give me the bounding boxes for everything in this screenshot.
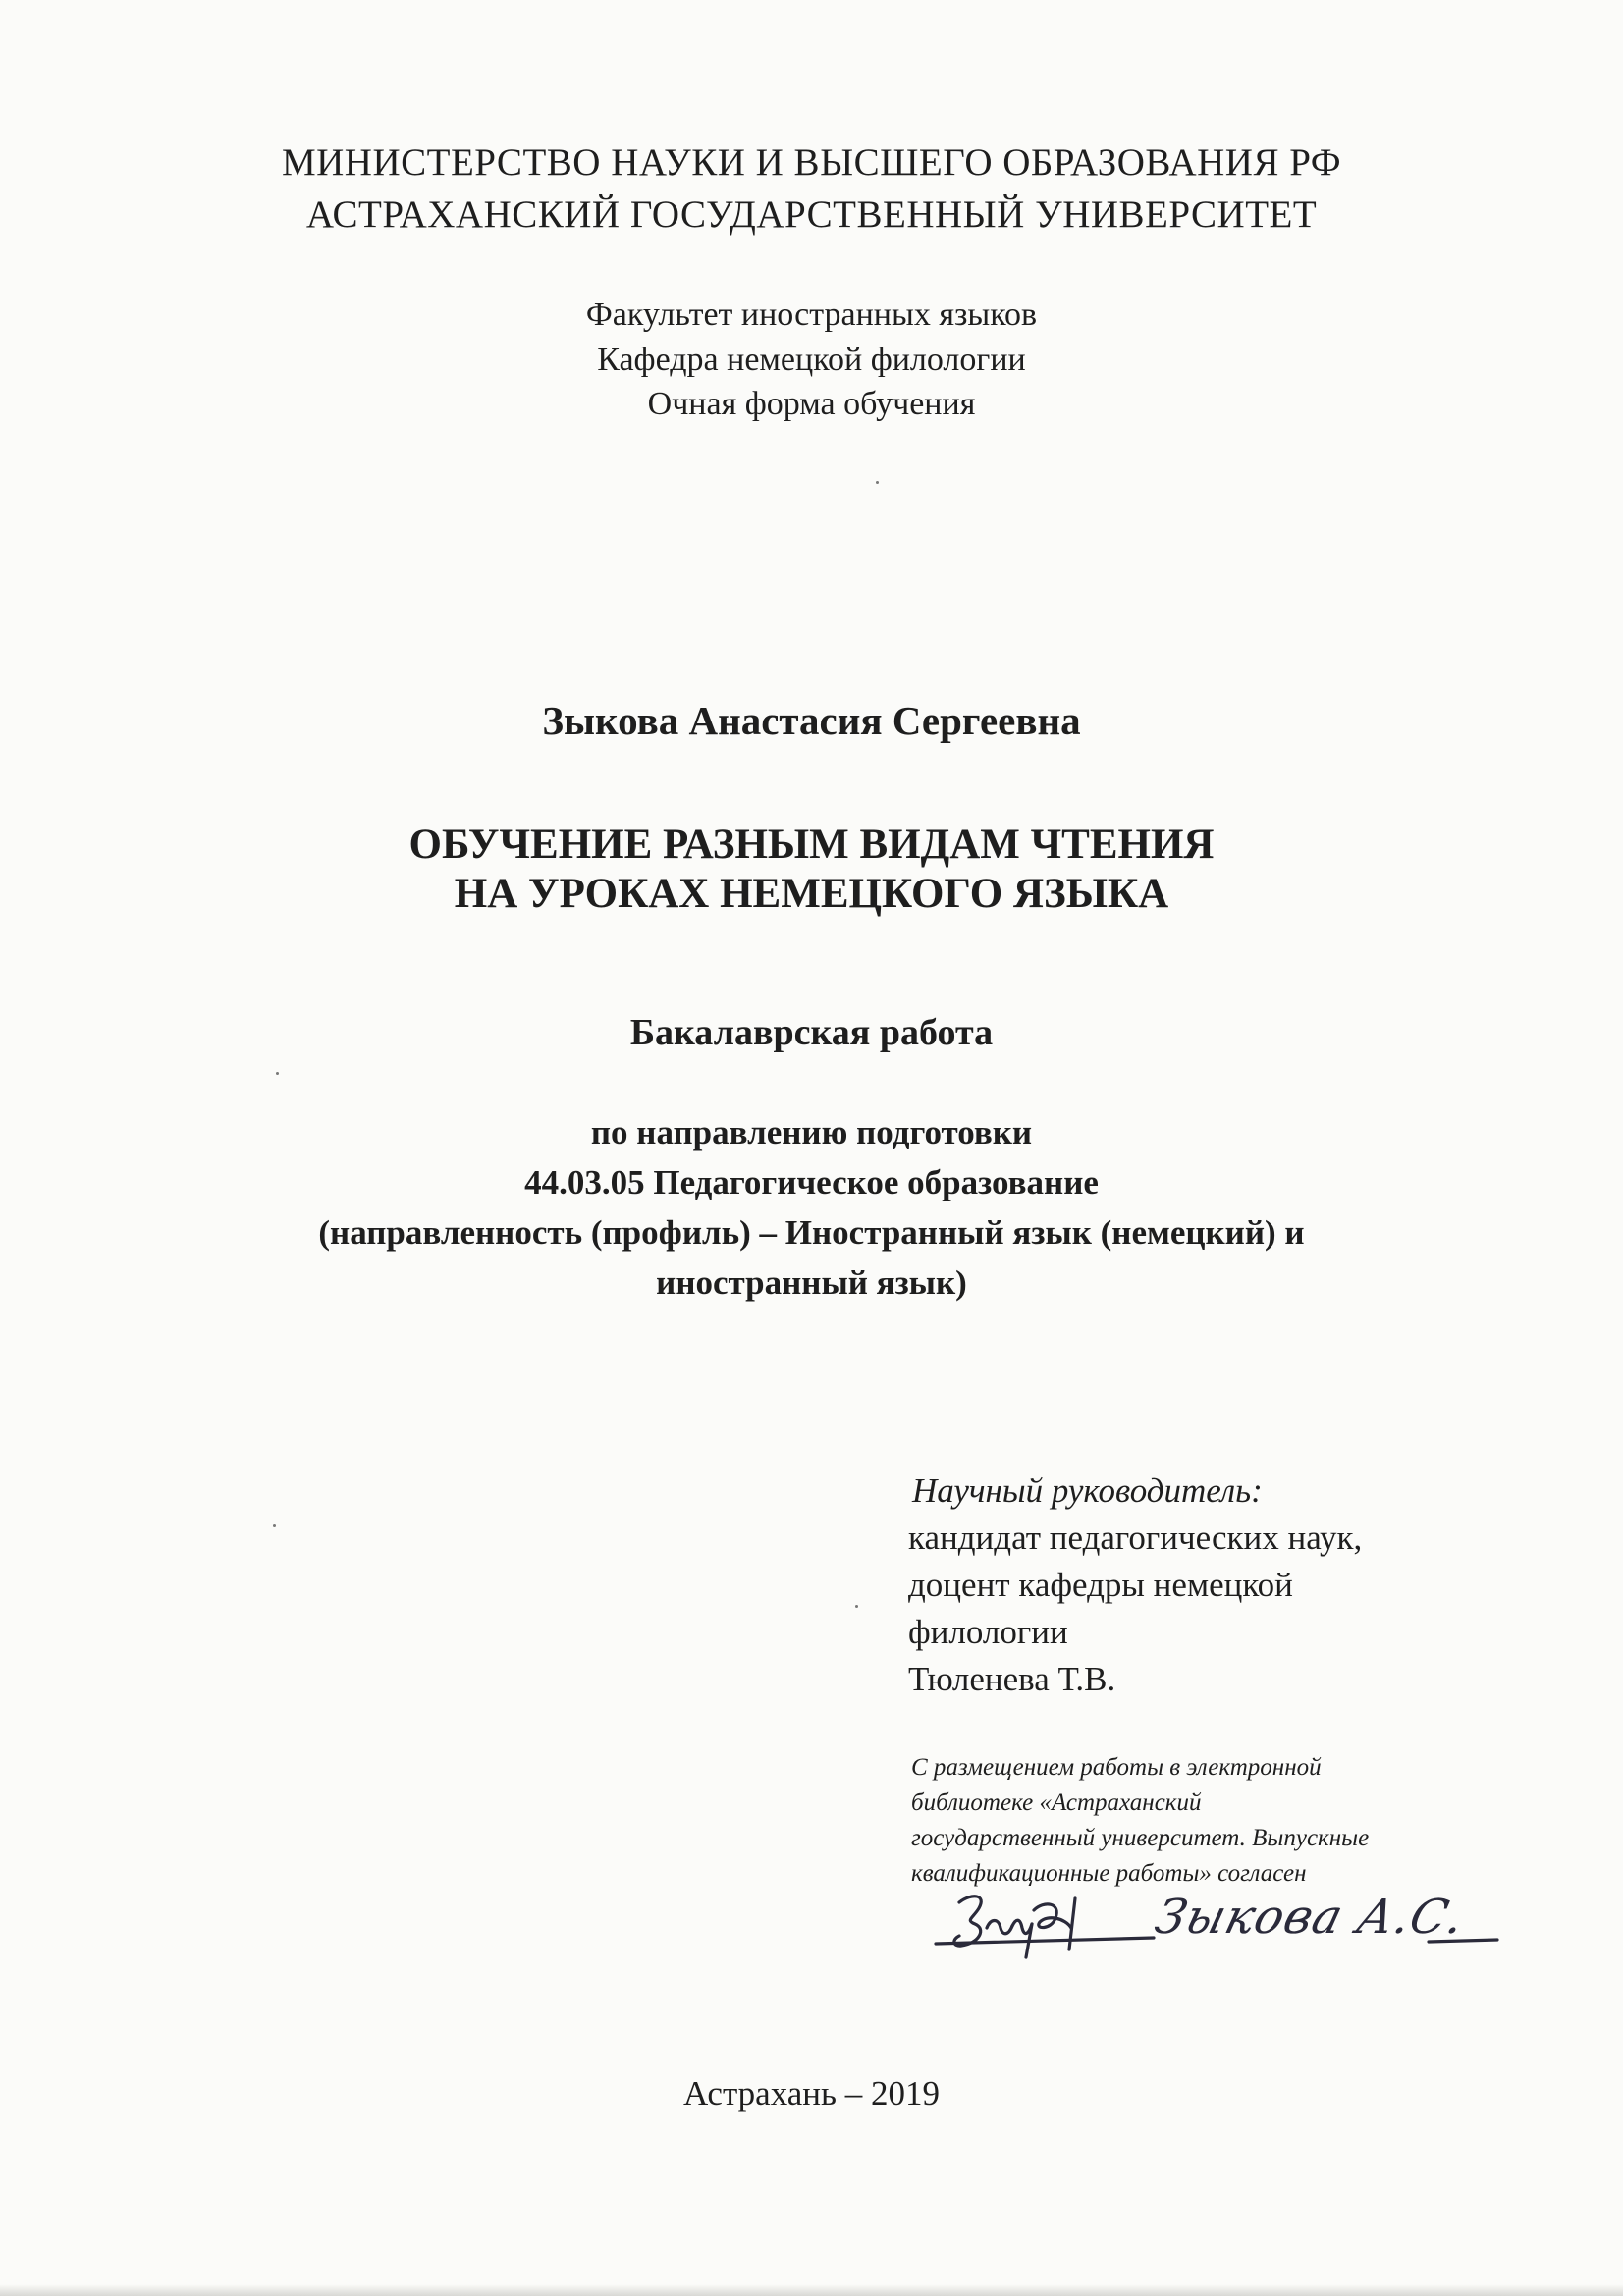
consent-statement xyxy=(911,1750,1520,1892)
scan-dust xyxy=(876,481,879,484)
signature-name-handwritten: Зыкова А.С. xyxy=(1150,1890,1471,1945)
city-year: Астрахань – 2019 xyxy=(683,2074,940,2112)
consent-line-3: государственный университет. Выпускные xyxy=(911,1825,1370,1851)
supervisor-name: Тюленева Т.В. xyxy=(908,1660,1116,1698)
direction-line-1: по направлению подготовки xyxy=(590,1113,1033,1151)
ministry-name: МИНИСТЕРСТВО НАУКИ И ВЫСШЕГО ОБРАЗОВАНИЯ РФ xyxy=(281,141,1342,184)
thesis-title-line-1: ОБУЧЕНИЕ РАЗНЫМ ВИДАМ ЧТЕНИЯ xyxy=(408,822,1215,868)
scan-dust xyxy=(273,1524,276,1527)
supervisor-position: доцент кафедры немецкой xyxy=(908,1566,1293,1604)
author-name: Зыкова Анастасия Сергеевна xyxy=(542,698,1081,743)
direction-line-4: иностранный язык) xyxy=(656,1263,967,1302)
thesis-title-line-2: НА УРОКАХ НЕМЕЦКОГО ЯЗЫКА xyxy=(454,871,1169,917)
supervisor-degree: кандидат педагогических наук, xyxy=(908,1519,1363,1557)
direction-line-2: 44.03.05 Педагогическое образование xyxy=(524,1163,1099,1201)
direction-line-3: (направленность (профиль) – Иностранный язык (немецкий) и xyxy=(318,1213,1305,1252)
scan-dust xyxy=(276,1072,279,1075)
supervisor-position-cont: филологии xyxy=(908,1613,1068,1651)
scan-dust xyxy=(855,1605,858,1608)
consent-line-2: библиотеке «Астраханский xyxy=(911,1789,1202,1816)
work-type: Бакалаврская работа xyxy=(629,1012,994,1053)
supervisor-block xyxy=(908,1468,1517,1703)
university-name: АСТРАХАНСКИЙ ГОСУДАРСТВЕННЫЙ УНИВЕРСИТЕТ xyxy=(305,193,1318,236)
supervisor-heading: Научный руководитель: xyxy=(912,1471,1263,1510)
scan-bottom-edge xyxy=(0,2284,1623,2296)
study-form: Очная форма обучения xyxy=(647,386,976,422)
consent-line-1: С размещением работы в электронной xyxy=(911,1754,1322,1781)
department-name: Кафедра немецкой филологии xyxy=(597,342,1026,378)
consent-line-4: квалификационные работы» согласен xyxy=(911,1860,1307,1887)
faculty-name: Факультет иностранных языков xyxy=(585,296,1038,333)
